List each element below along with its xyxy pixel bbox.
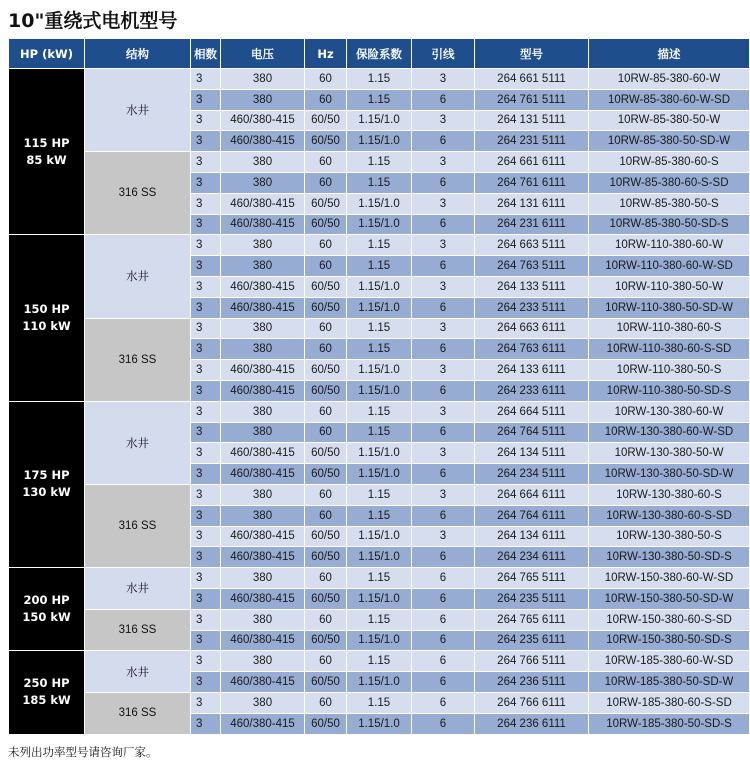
leads-cell: 6 [412,464,475,485]
leads-cell: 3 [412,360,475,381]
description-cell: 10RW-130-380-50-W [589,443,750,464]
phase-cell: 3 [191,152,221,173]
service-factor-cell: 1.15 [347,172,412,193]
hp-value: 115 HP [23,135,70,150]
leads-cell: 6 [412,214,475,235]
header-model: 型号 [475,39,589,69]
header-row [9,39,750,69]
service-factor-cell: 1.15 [347,235,412,256]
phase-cell: 3 [191,69,221,90]
voltage-cell: 380 [221,568,305,589]
model-cell: 264 231 5111 [475,131,589,152]
description-cell: 10RW-185-380-50-SD-S [589,713,750,734]
description-cell: 10RW-85-380-60-W-SD [589,89,750,110]
description-cell: 10RW-185-380-60-W-SD [589,651,750,672]
service-factor-cell: 1.15 [347,89,412,110]
phase-cell: 3 [191,651,221,672]
service-factor-cell: 1.15/1.0 [347,630,412,651]
leads-cell: 6 [412,131,475,152]
voltage-cell: 460/380-415 [221,443,305,464]
leads-cell: 3 [412,110,475,131]
voltage-cell: 380 [221,339,305,360]
service-factor-cell: 1.15 [347,568,412,589]
description-cell: 10RW-110-380-60-W [589,235,750,256]
model-cell: 264 133 6111 [475,360,589,381]
description-cell: 10RW-130-380-50-S [589,526,750,547]
description-cell: 10RW-130-380-60-W-SD [589,422,750,443]
hp-kw-cell [9,401,85,567]
leads-cell: 3 [412,69,475,90]
model-cell: 264 664 5111 [475,401,589,422]
phase-cell: 3 [191,422,221,443]
model-cell: 264 234 5111 [475,464,589,485]
voltage-cell: 460/380-415 [221,672,305,693]
header-construction: 结构 [85,39,191,69]
model-cell: 264 134 6111 [475,526,589,547]
hz-cell: 60/50 [305,526,347,547]
construction-cell: 水井 [85,235,191,318]
voltage-cell: 380 [221,256,305,277]
leads-cell: 3 [412,152,475,173]
service-factor-cell: 1.15 [347,256,412,277]
hz-cell: 60 [305,505,347,526]
phase-cell: 3 [191,193,221,214]
hz-cell: 60 [305,172,347,193]
phase-cell: 3 [191,380,221,401]
description-cell: 10RW-110-380-60-W-SD [589,256,750,277]
model-cell: 264 234 6111 [475,547,589,568]
model-cell: 264 131 6111 [475,193,589,214]
voltage-cell: 460/380-415 [221,214,305,235]
hz-cell: 60 [305,235,347,256]
construction-cell: 水井 [85,69,191,152]
hz-cell: 60 [305,152,347,173]
model-cell: 264 236 5111 [475,672,589,693]
voltage-cell: 380 [221,505,305,526]
description-cell: 10RW-110-380-50-W [589,276,750,297]
hz-cell: 60 [305,484,347,505]
hz-cell: 60/50 [305,131,347,152]
description-cell: 10RW-85-380-50-SD-W [589,131,750,152]
voltage-cell: 380 [221,172,305,193]
kw-value: 85 kW [26,152,67,167]
description-cell: 10RW-110-380-60-S [589,318,750,339]
service-factor-cell: 1.15/1.0 [347,713,412,734]
service-factor-cell: 1.15/1.0 [347,547,412,568]
description-cell: 10RW-85-380-60-S-SD [589,172,750,193]
description-cell: 10RW-85-380-60-S [589,152,750,173]
voltage-cell: 460/380-415 [221,110,305,131]
model-cell: 264 133 5111 [475,276,589,297]
model-cell: 264 763 5111 [475,256,589,277]
model-cell: 264 765 6111 [475,609,589,630]
leads-cell: 6 [412,505,475,526]
hz-cell: 60/50 [305,214,347,235]
phase-cell: 3 [191,110,221,131]
phase-cell: 3 [191,360,221,381]
leads-cell: 6 [412,297,475,318]
leads-cell: 3 [412,526,475,547]
table-row [9,568,750,589]
table-row [9,152,750,173]
hz-cell: 60/50 [305,360,347,381]
model-cell: 264 131 5111 [475,110,589,131]
phase-cell: 3 [191,235,221,256]
leads-cell: 3 [412,318,475,339]
service-factor-cell: 1.15/1.0 [347,297,412,318]
voltage-cell: 460/380-415 [221,526,305,547]
table-row [9,651,750,672]
voltage-cell: 380 [221,318,305,339]
model-cell: 264 766 5111 [475,651,589,672]
phase-cell: 3 [191,276,221,297]
leads-cell: 6 [412,609,475,630]
header-hp-kw: HP (kW) [9,39,85,69]
construction-cell: 316 SS [85,484,191,567]
voltage-cell: 380 [221,692,305,713]
model-cell: 264 761 5111 [475,89,589,110]
header-description: 描述 [589,39,750,69]
description-cell: 10RW-110-380-50-S [589,360,750,381]
model-cell: 264 134 5111 [475,443,589,464]
hz-cell: 60 [305,256,347,277]
description-cell: 10RW-85-380-50-SD-S [589,214,750,235]
hz-cell: 60/50 [305,630,347,651]
hp-value: 150 HP [23,302,70,317]
table-row [9,69,750,90]
phase-cell: 3 [191,713,221,734]
hz-cell: 60 [305,651,347,672]
voltage-cell: 380 [221,651,305,672]
voltage-cell: 460/380-415 [221,360,305,381]
voltage-cell: 460/380-415 [221,193,305,214]
leads-cell: 6 [412,713,475,734]
model-cell: 264 233 5111 [475,297,589,318]
service-factor-cell: 1.15 [347,651,412,672]
description-cell: 10RW-130-380-50-SD-W [589,464,750,485]
service-factor-cell: 1.15/1.0 [347,380,412,401]
voltage-cell: 460/380-415 [221,131,305,152]
phase-cell: 3 [191,318,221,339]
voltage-cell: 460/380-415 [221,464,305,485]
service-factor-cell: 1.15 [347,339,412,360]
leads-cell: 6 [412,380,475,401]
leads-cell: 6 [412,568,475,589]
construction-cell: 水井 [85,651,191,693]
service-factor-cell: 1.15 [347,318,412,339]
service-factor-cell: 1.15/1.0 [347,276,412,297]
table-row [9,609,750,630]
leads-cell: 6 [412,256,475,277]
voltage-cell: 380 [221,484,305,505]
voltage-cell: 460/380-415 [221,547,305,568]
hz-cell: 60/50 [305,443,347,464]
phase-cell: 3 [191,526,221,547]
voltage-cell: 460/380-415 [221,297,305,318]
model-cell: 264 663 6111 [475,318,589,339]
voltage-cell: 380 [221,235,305,256]
phase-cell: 3 [191,214,221,235]
phase-cell: 3 [191,672,221,693]
model-cell: 264 664 6111 [475,484,589,505]
service-factor-cell: 1.15/1.0 [347,526,412,547]
header-leads: 引线 [412,39,475,69]
service-factor-cell: 1.15 [347,422,412,443]
hz-cell: 60 [305,568,347,589]
phase-cell: 3 [191,505,221,526]
model-cell: 264 663 5111 [475,235,589,256]
kw-value: 150 kW [22,610,71,625]
phase-cell: 3 [191,547,221,568]
leads-cell: 3 [412,193,475,214]
voltage-cell: 380 [221,401,305,422]
description-cell: 10RW-185-380-50-SD-W [589,672,750,693]
leads-cell: 6 [412,422,475,443]
voltage-cell: 460/380-415 [221,713,305,734]
hz-cell: 60/50 [305,672,347,693]
table-row [9,318,750,339]
table-row [9,235,750,256]
model-cell: 264 763 6111 [475,339,589,360]
service-factor-cell: 1.15 [347,609,412,630]
description-cell: 10RW-130-380-60-S [589,484,750,505]
page-title: 10"重绕式电机型号 [8,10,178,32]
service-factor-cell: 1.15/1.0 [347,360,412,381]
description-cell: 10RW-130-380-60-W [589,401,750,422]
header-hz: Hz [305,39,347,69]
table-row [9,401,750,422]
hz-cell: 60 [305,401,347,422]
phase-cell: 3 [191,484,221,505]
hz-cell: 60/50 [305,464,347,485]
voltage-cell: 380 [221,69,305,90]
construction-cell: 316 SS [85,152,191,235]
service-factor-cell: 1.15/1.0 [347,588,412,609]
hp-value: 200 HP [23,593,70,608]
hz-cell: 60/50 [305,297,347,318]
phase-cell: 3 [191,89,221,110]
hz-cell: 60 [305,692,347,713]
hp-kw-cell [9,69,85,235]
phase-cell: 3 [191,297,221,318]
leads-cell: 6 [412,89,475,110]
leads-cell: 6 [412,547,475,568]
hp-kw-cell [9,651,85,734]
description-cell: 10RW-185-380-60-S-SD [589,692,750,713]
description-cell: 10RW-130-380-50-SD-S [589,547,750,568]
service-factor-cell: 1.15 [347,505,412,526]
model-cell: 264 661 5111 [475,69,589,90]
hz-cell: 60 [305,422,347,443]
construction-cell: 316 SS [85,609,191,651]
leads-cell: 6 [412,172,475,193]
voltage-cell: 380 [221,152,305,173]
service-factor-cell: 1.15 [347,484,412,505]
hz-cell: 60/50 [305,380,347,401]
construction-cell: 316 SS [85,692,191,734]
description-cell: 10RW-110-380-50-SD-W [589,297,750,318]
header-voltage: 电压 [221,39,305,69]
leads-cell: 3 [412,401,475,422]
phase-cell: 3 [191,131,221,152]
phase-cell: 3 [191,692,221,713]
service-factor-cell: 1.15 [347,401,412,422]
leads-cell: 6 [412,339,475,360]
hz-cell: 60 [305,339,347,360]
model-cell: 264 766 6111 [475,692,589,713]
phase-cell: 3 [191,630,221,651]
description-cell: 10RW-150-380-60-S-SD [589,609,750,630]
construction-cell: 316 SS [85,318,191,401]
service-factor-cell: 1.15/1.0 [347,193,412,214]
table-row [9,692,750,713]
hp-value: 175 HP [23,468,70,483]
description-cell: 10RW-150-380-60-W-SD [589,568,750,589]
description-cell: 10RW-110-380-50-SD-S [589,380,750,401]
description-cell: 10RW-85-380-60-W [589,69,750,90]
hp-kw-cell [9,568,85,651]
kw-value: 130 kW [22,485,71,500]
footnote: 未列出功率型号请咨询厂家。 [8,745,158,759]
voltage-cell: 380 [221,609,305,630]
hp-kw-cell [9,235,85,401]
model-cell: 264 661 6111 [475,152,589,173]
model-cell: 264 236 6111 [475,713,589,734]
kw-value: 185 kW [22,693,71,708]
phase-cell: 3 [191,339,221,360]
leads-cell: 3 [412,484,475,505]
description-cell: 10RW-85-380-50-S [589,193,750,214]
header-phase: 相数 [191,39,221,69]
phase-cell: 3 [191,401,221,422]
model-cell: 264 764 6111 [475,505,589,526]
model-cell: 264 765 5111 [475,568,589,589]
leads-cell: 3 [412,276,475,297]
leads-cell: 6 [412,630,475,651]
hz-cell: 60 [305,609,347,630]
kw-value: 110 kW [22,319,71,334]
phase-cell: 3 [191,464,221,485]
model-cell: 264 761 6111 [475,172,589,193]
leads-cell: 3 [412,443,475,464]
service-factor-cell: 1.15 [347,152,412,173]
voltage-cell: 380 [221,89,305,110]
description-cell: 10RW-150-380-50-SD-S [589,630,750,651]
voltage-cell: 460/380-415 [221,380,305,401]
service-factor-cell: 1.15/1.0 [347,214,412,235]
model-cell: 264 764 5111 [475,422,589,443]
hz-cell: 60/50 [305,588,347,609]
hp-value: 250 HP [23,676,70,691]
phase-cell: 3 [191,172,221,193]
leads-cell: 6 [412,692,475,713]
leads-cell: 3 [412,235,475,256]
description-cell: 10RW-150-380-50-SD-W [589,588,750,609]
phase-cell: 3 [191,609,221,630]
voltage-cell: 460/380-415 [221,588,305,609]
phase-cell: 3 [191,588,221,609]
description-cell: 10RW-130-380-60-S-SD [589,505,750,526]
phase-cell: 3 [191,443,221,464]
motor-model-table [8,38,750,735]
hz-cell: 60 [305,69,347,90]
hz-cell: 60/50 [305,547,347,568]
model-cell: 264 233 6111 [475,380,589,401]
leads-cell: 6 [412,651,475,672]
phase-cell: 3 [191,568,221,589]
service-factor-cell: 1.15 [347,69,412,90]
hz-cell: 60 [305,318,347,339]
construction-cell: 水井 [85,401,191,484]
header-service-factor: 保险系数 [347,39,412,69]
voltage-cell: 380 [221,422,305,443]
voltage-cell: 460/380-415 [221,630,305,651]
hz-cell: 60/50 [305,276,347,297]
model-cell: 264 235 5111 [475,588,589,609]
model-cell: 264 235 6111 [475,630,589,651]
service-factor-cell: 1.15/1.0 [347,464,412,485]
phase-cell: 3 [191,256,221,277]
hz-cell: 60/50 [305,193,347,214]
model-cell: 264 231 6111 [475,214,589,235]
leads-cell: 6 [412,588,475,609]
service-factor-cell: 1.15/1.0 [347,131,412,152]
table-row [9,484,750,505]
description-cell: 10RW-110-380-60-S-SD [589,339,750,360]
voltage-cell: 460/380-415 [221,276,305,297]
hz-cell: 60/50 [305,110,347,131]
hz-cell: 60/50 [305,713,347,734]
description-cell: 10RW-85-380-50-W [589,110,750,131]
service-factor-cell: 1.15/1.0 [347,110,412,131]
hz-cell: 60 [305,89,347,110]
service-factor-cell: 1.15 [347,692,412,713]
construction-cell: 水井 [85,568,191,610]
service-factor-cell: 1.15/1.0 [347,443,412,464]
leads-cell: 6 [412,672,475,693]
service-factor-cell: 1.15/1.0 [347,672,412,693]
